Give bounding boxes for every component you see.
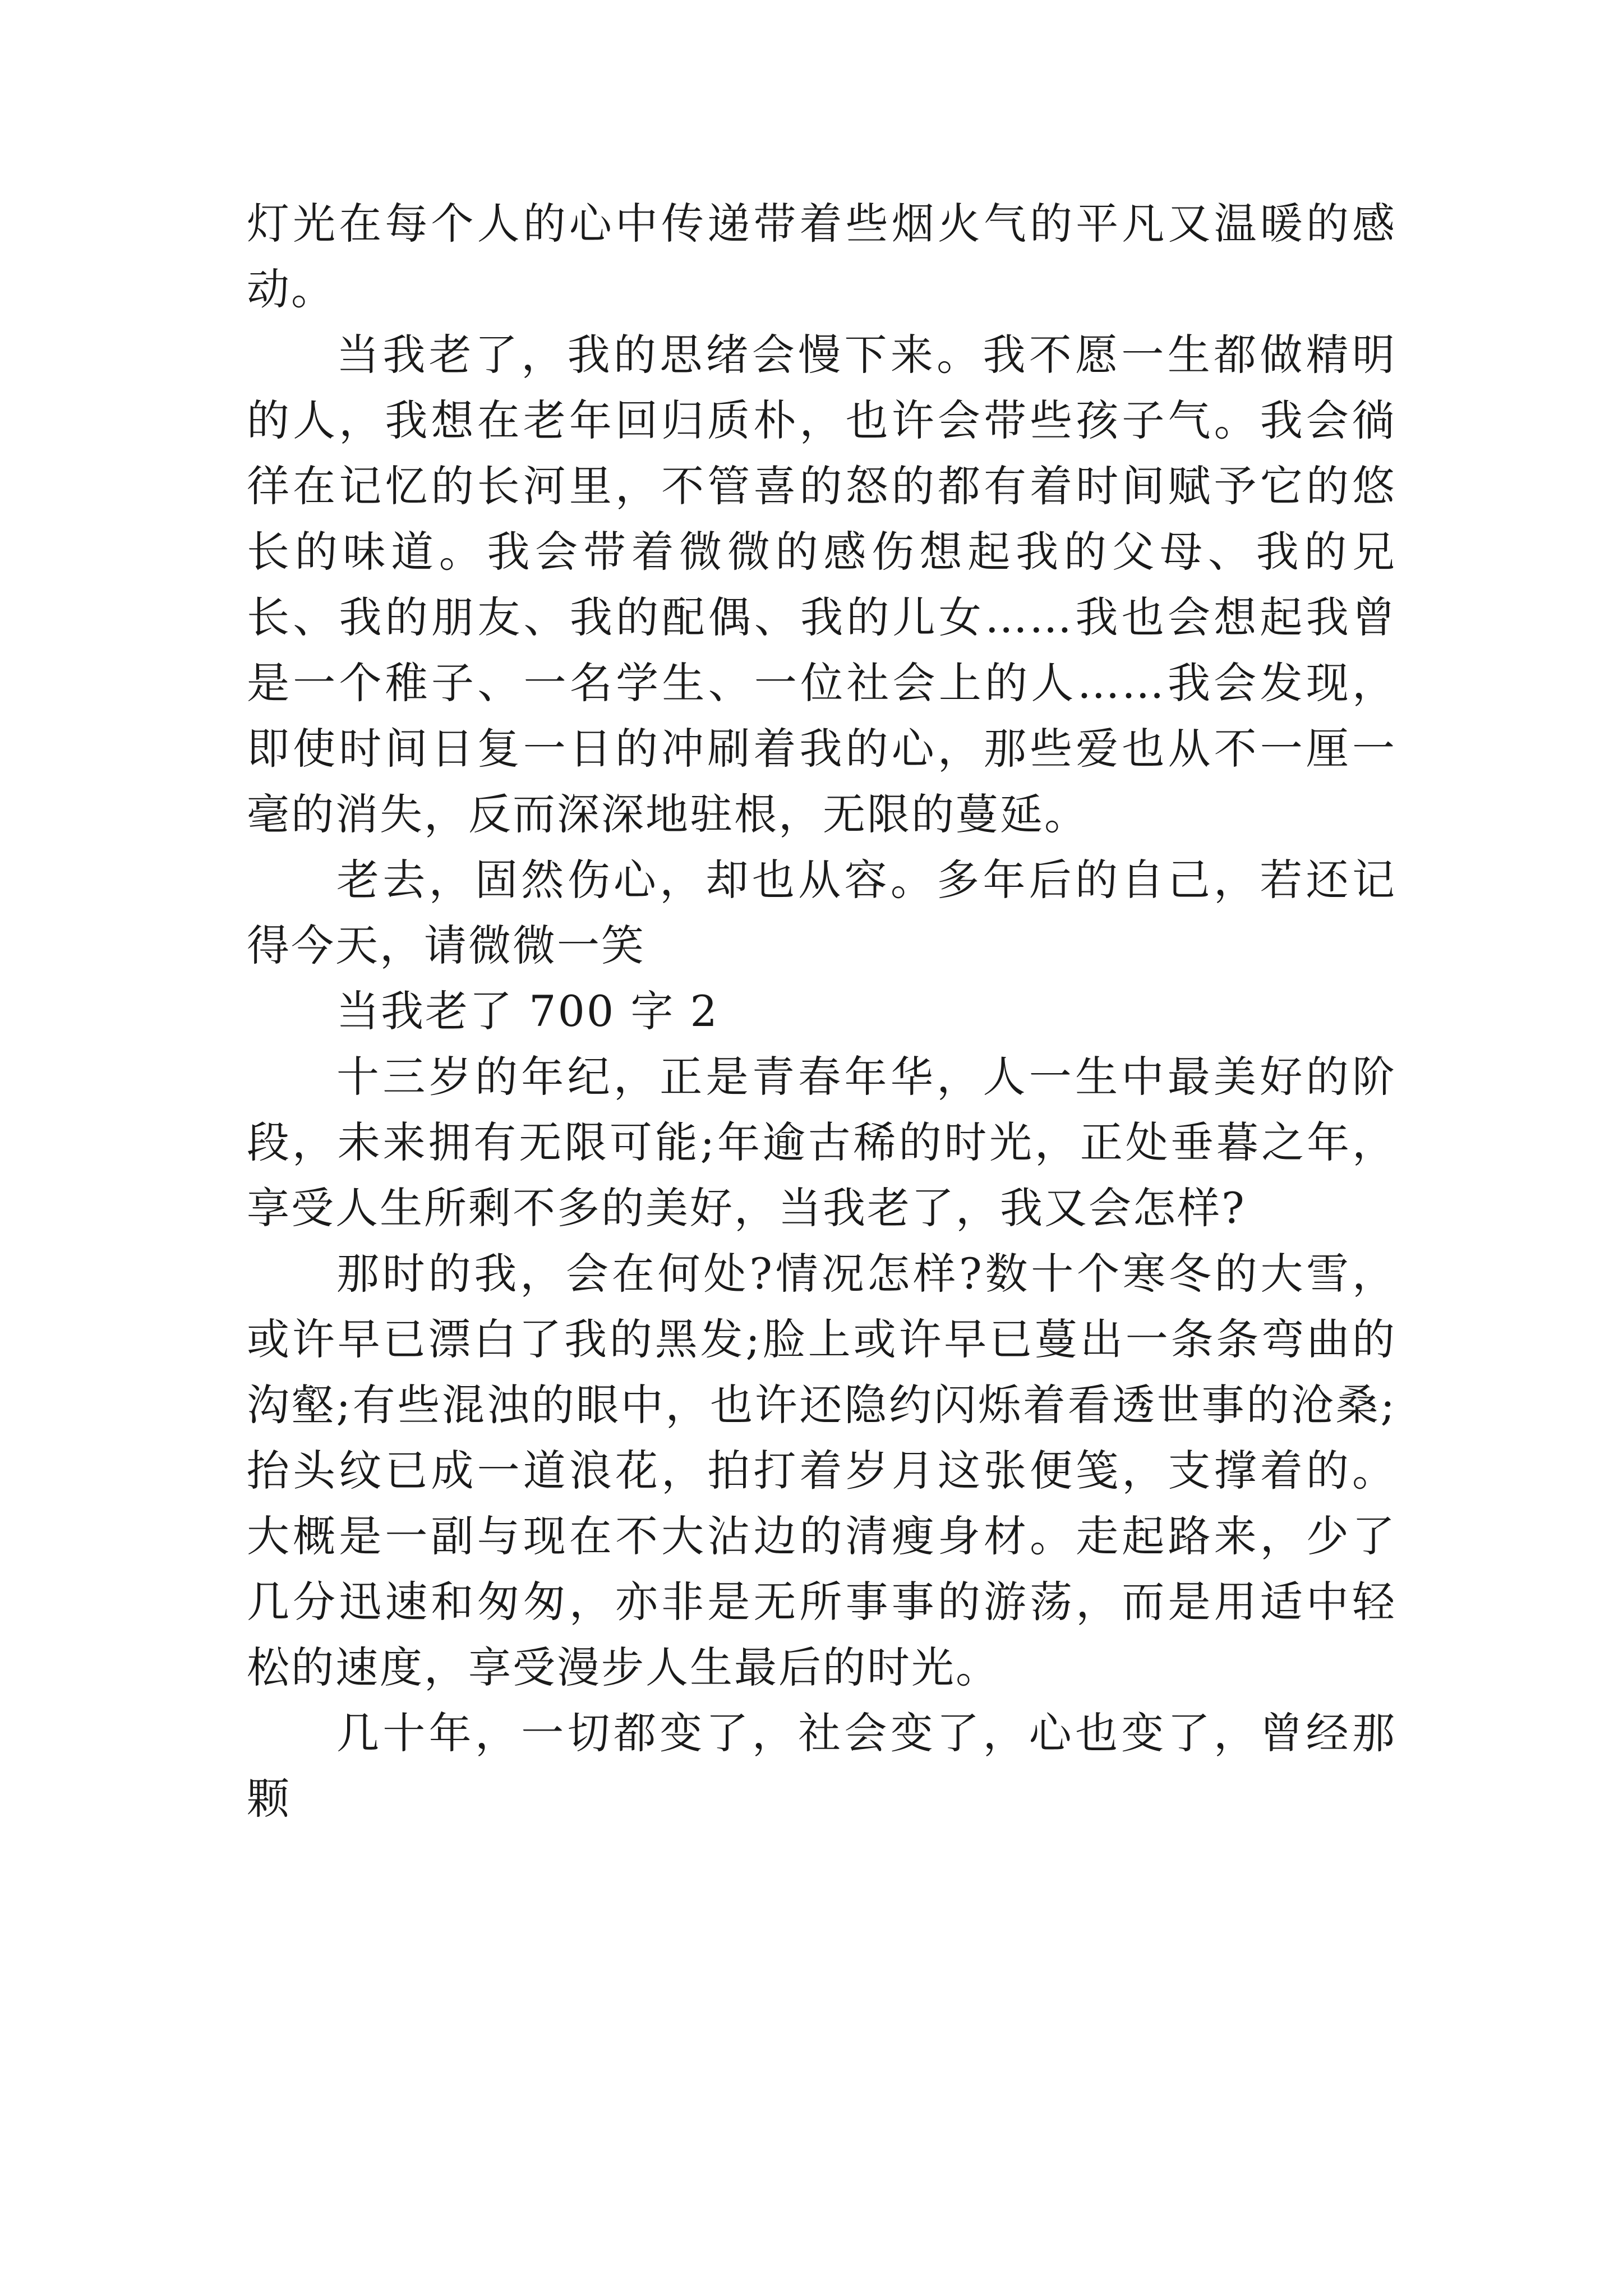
paragraph-2: 当我老了，我的思绪会慢下来。我不愿一生都做精明的人，我想在老年回归质朴，也许会带些孩子气。我会徜徉在记忆的长河里，不管喜的怒的都有着时间赋予它的悠长的味道。我会带着微微的感伤想起我的父母、我的兄长、我的朋友、我的配偶、我的儿女……我也会想起我曾是一个稚子、一名学生、一位社会上的人……我会发现，即使时间日复一日的冲刷着我的心，那些爱也从不一厘一毫的消失，反而深深地驻根，无限的蔓延。 <box>247 330 1396 839</box>
paragraph-5: 那时的我，会在何处?情况怎样?数十个寒冬的大雪，或许早已漂白了我的黑发;脸上或许早已蔓出一条条弯曲的沟壑;有些混浊的眼中，也许还隐约闪烁着看透世事的沧桑;抬头纹已成一道浪花，拍打着岁月这张便笺，支撑着的。大概是一副与现在不大沾边的清瘦身材。走起路来，少了几分迅速和匆匆，亦非是无所事事的游荡，而是用适中轻松的速度，享受漫步人生最后的时光。 <box>247 1249 1396 1692</box>
paragraph-4: 十三岁的年纪，正是青春年华，人一生中最美好的阶段，未来拥有无限可能;年逾古稀的时光，正处垂暮之年，享受人生所剩不多的美好，当我老了，我又会怎样? <box>247 1052 1396 1233</box>
section-heading: 当我老了 700 字 2 <box>336 986 719 1036</box>
paragraph-6: 几十年，一切都变了，社会变了，心也变了，曾经那颗 <box>247 1708 1396 1824</box>
paragraph-3: 老去，固然伤心，却也从容。多年后的自己，若还记得今天，请微微一笑 <box>247 855 1396 970</box>
essay-body <box>247 191 1396 1832</box>
paragraph-1: 灯光在每个人的心中传递带着些烟火气的平凡又温暖的感动。 <box>247 199 1396 314</box>
